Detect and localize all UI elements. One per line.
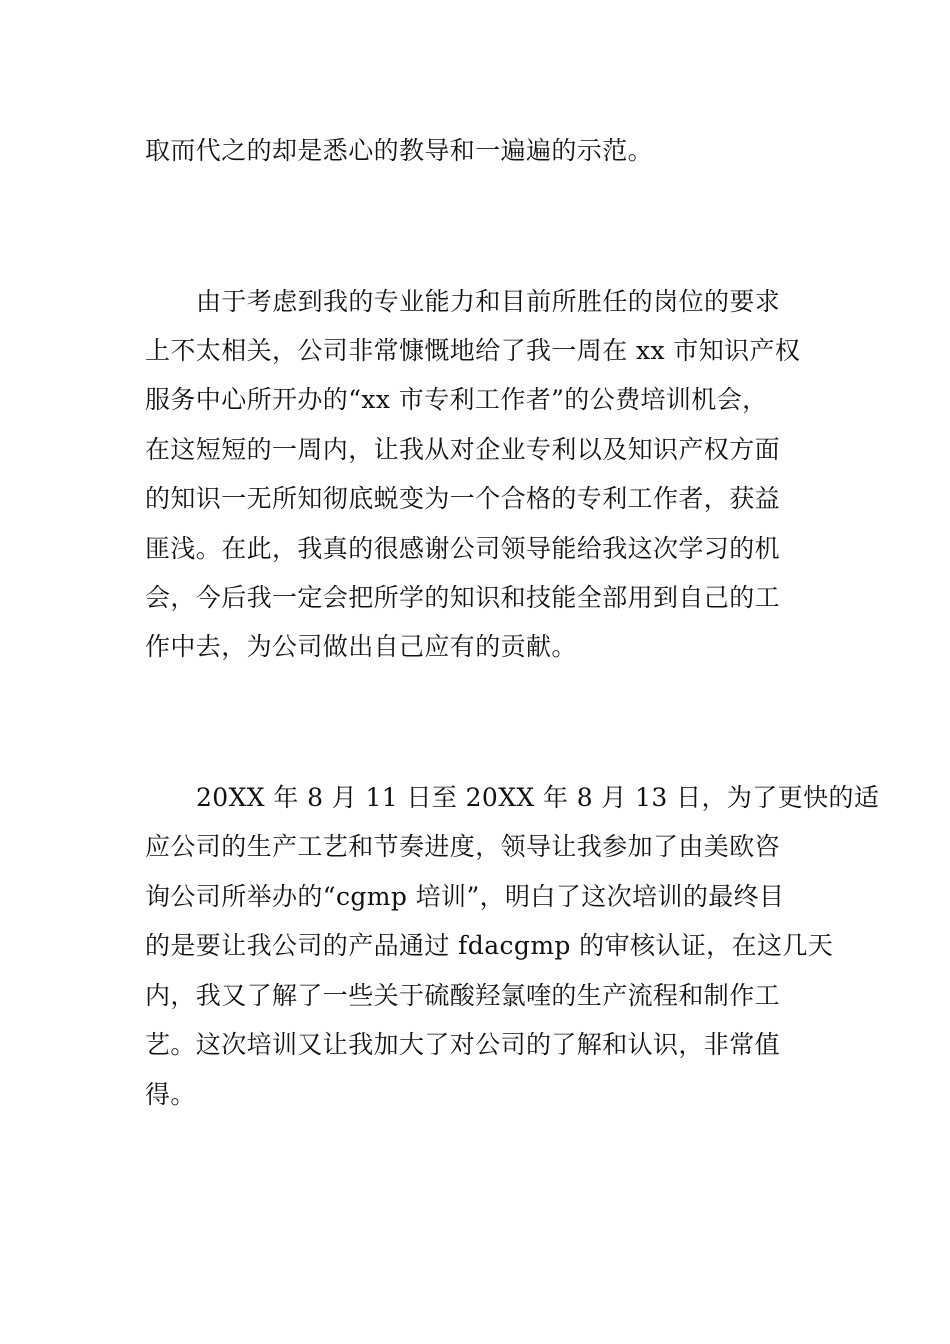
paragraph-line: 的知识一无所知彻底蜕变为一个合格的专利工作者，获益	[145, 484, 781, 513]
paragraph-line: 在这短短的一周内，让我从对企业专利以及知识产权方面	[145, 435, 781, 464]
paragraph-line: 上不太相关，公司非常慷慨地给了我一周在 xx 市知识产权	[145, 336, 801, 365]
paragraph-line: 由于考虑到我的专业能力和目前所胜任的岗位的要求	[196, 287, 781, 316]
paragraph-line: 的是要让我公司的产品通过 fdacgmp 的审核认证，在这几天	[145, 931, 834, 960]
paragraph-line: 内，我又了解了一些关于硫酸羟氯喹的生产流程和制作工	[145, 981, 781, 1010]
paragraph-line: 艺。这次培训又让我加大了对公司的了解和认识，非常值	[145, 1030, 781, 1059]
paragraph-line: 匪浅。在此，我真的很感谢公司领导能给我这次学习的机	[145, 534, 781, 563]
paragraph-line: 会，今后我一定会把所学的知识和技能全部用到自己的工	[145, 583, 781, 612]
paragraph-line: 作中去，为公司做出自己应有的贡献。	[145, 632, 577, 661]
paragraph-line: 取而代之的却是悉心的教导和一遍遍的示范。	[145, 136, 654, 165]
paragraph-line: 得。	[145, 1080, 196, 1109]
paragraph-line: 询公司所举办的“cgmp 培训”，明白了这次培训的最终目	[145, 882, 785, 911]
paragraph-line: 服务中心所开办的“xx 市专利工作者”的公费培训机会，	[145, 385, 768, 414]
paragraph-line: 应公司的生产工艺和节奏进度，领导让我参加了由美欧咨	[145, 832, 781, 861]
paragraph-line: 20XX 年 8 月 11 日至 20XX 年 8 月 13 日，为了更快的适	[196, 783, 880, 812]
